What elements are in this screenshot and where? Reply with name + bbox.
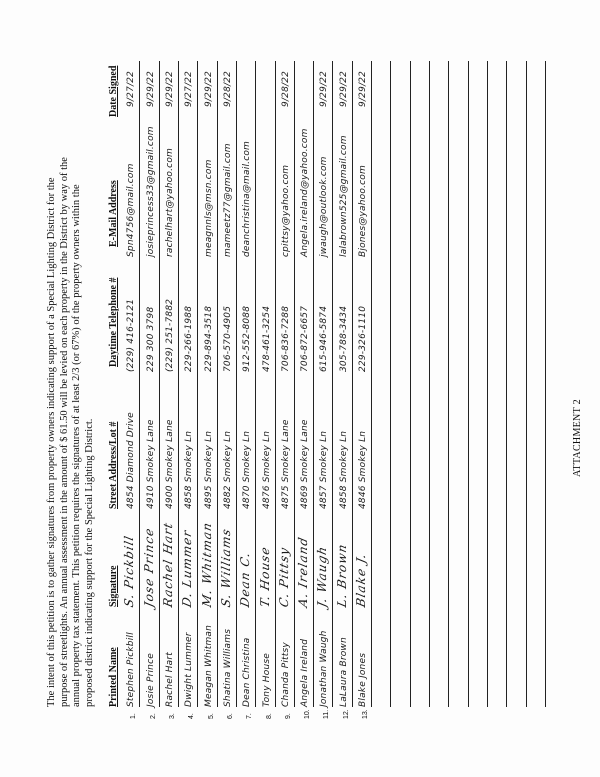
table-row: [178, 61, 198, 719]
cell-signature: Jose Prince: [141, 526, 156, 609]
cell-signature: C. Pittsy: [276, 545, 291, 609]
cell-phone: 229-326-1110: [358, 305, 369, 372]
row-number: 10.: [304, 709, 312, 719]
cell-address: 4858 Smokey Ln: [184, 430, 195, 509]
cell-signature: A. Ireland: [296, 535, 311, 609]
cell-signature: M. Whitman: [199, 520, 214, 609]
row-number: 9.: [284, 713, 292, 719]
cell-signature: T. House: [257, 544, 272, 609]
cell-name: Tony House: [261, 653, 272, 707]
cell-address: 4857 Smokey Ln: [319, 430, 330, 509]
table-row: [275, 61, 295, 719]
cell-name: LaLaura Brown: [338, 637, 349, 707]
cell-address: 4875 Smokey Lane: [280, 419, 291, 509]
header-date-signed: Date Signed: [108, 65, 119, 117]
cell-address: 4846 Smokey Ln: [358, 430, 369, 509]
table-row: [448, 61, 468, 707]
cell-email: lalabrown525@gmail.com: [338, 135, 349, 257]
cell-address: 4882 Smokey Ln: [222, 430, 233, 509]
cell-phone: 478-461-3254: [261, 305, 272, 372]
cell-signature: S. Williams: [218, 526, 233, 609]
row-number: 13.: [362, 709, 370, 719]
cell-signature: J. Waugh: [315, 544, 330, 609]
table-row: [526, 61, 546, 707]
cell-name: Josie Prince: [145, 653, 156, 707]
cell-name: Shatina Williams: [222, 628, 233, 707]
row-number: 8.: [265, 713, 273, 719]
table-row: [487, 61, 507, 707]
header-street-address: Street Address/Lot #: [108, 421, 119, 509]
cell-email: cpittsy@yahoo.com: [280, 164, 291, 257]
table-row: [255, 61, 275, 719]
cell-date: 9/29/22: [164, 70, 175, 107]
cell-date: 9/27/22: [126, 70, 137, 107]
cell-email: Bjones@yahoo.com: [358, 165, 369, 257]
table-row: [429, 61, 449, 707]
cell-name: Dwight Lummer: [184, 632, 195, 707]
table-row: [333, 61, 353, 719]
row-number: 11.: [323, 709, 331, 719]
cell-signature: Rachel Hart: [160, 520, 175, 609]
cell-phone: (229) 251-7882: [164, 298, 175, 372]
cell-phone: 305-788-3434: [338, 305, 349, 372]
cell-phone: 912-552-8088: [242, 305, 253, 372]
cell-date: 9/29/22: [338, 70, 349, 107]
cell-signature: L. Brown: [334, 542, 349, 609]
table-row: [294, 61, 314, 719]
cell-email: mameetz77@gmail.com: [222, 143, 233, 257]
header-signature: Signature: [108, 565, 119, 607]
cell-name: Dean Christina: [242, 637, 253, 707]
cell-date: 9/28/22: [222, 70, 233, 107]
row-number: 6.: [226, 713, 234, 719]
cell-address: 4870 Smokey Ln: [242, 430, 253, 509]
cell-phone: 229-894-3518: [203, 305, 214, 372]
cell-name: Blake Jones: [358, 652, 369, 707]
cell-address: 4895 Smokey Ln: [203, 430, 214, 509]
cell-date: 9/27/22: [184, 70, 195, 107]
row-number: 7.: [246, 713, 254, 719]
cell-email: rachelhart@yahoo.com: [164, 148, 175, 257]
table-row: [390, 61, 410, 707]
cell-address: 4858 Smokey Ln: [338, 430, 349, 509]
table-row: [506, 61, 526, 707]
header-printed-name: Printed Name: [108, 647, 119, 707]
cell-date: 9/29/22: [319, 70, 330, 107]
row-number: 1.: [130, 713, 138, 719]
cell-date: 9/29/22: [203, 70, 214, 107]
petition-intro: [46, 147, 96, 707]
cell-email: jwaugh@outlook.com: [319, 156, 330, 257]
cell-address: 4910 Smokey Lane: [145, 419, 156, 509]
cell-address: 4854 Diamond Drive: [126, 412, 137, 509]
table-row: [313, 61, 333, 719]
row-number: 2.: [149, 713, 157, 719]
cell-email: meagnnls@msn.com: [203, 159, 214, 257]
cell-name: Angela Ireland: [300, 638, 311, 707]
cell-date: 9/29/22: [358, 70, 369, 107]
row-number: 5.: [207, 713, 215, 719]
table-row: [217, 61, 237, 719]
attachment-label: ATTACHMENT 2: [572, 399, 583, 477]
row-number: 12.: [342, 709, 350, 719]
intro-text: The intent of this petition is to gather signatures from property owners indicating support of a Special Lighting District for the purpose of streetlights. An annual assessment in the amount of $ 61.50 will be levied on each property in the District by way of the annual property tax statement. This petition requires the signatures of at least 2/3 (or 67%) of the property owners within the proposed district indicating support for the Special Lighting District.: [46, 157, 95, 707]
cell-email: Angela.ireland@yahoo.com: [300, 128, 311, 257]
table-row: [410, 61, 430, 707]
cell-phone: 706-872-6657: [300, 305, 311, 372]
cell-phone: 706-570-4905: [222, 305, 233, 372]
cell-phone: 229-266-1988: [184, 305, 195, 372]
cell-phone: (229) 416-2121: [126, 298, 137, 372]
table-row: [139, 61, 159, 719]
header-phone: Daytime Telephone #: [108, 277, 119, 367]
cell-signature: D. Lummer: [180, 528, 195, 609]
cell-name: Jonathan Waugh: [319, 630, 330, 707]
cell-phone: 229 300 3798: [145, 306, 156, 372]
row-number: 3.: [168, 713, 176, 719]
table-row: [120, 61, 140, 719]
cell-address: 4869 Smokey Lane: [300, 419, 311, 509]
table-row: [371, 61, 391, 707]
table-row: [236, 61, 256, 719]
cell-name: Rachel Hart: [164, 651, 175, 707]
cell-date: 9/28/22: [280, 70, 291, 107]
cell-email: deanchristina@mail.com: [242, 140, 253, 257]
cell-name: Stephen Pickbill: [126, 632, 137, 707]
cell-address: 4900 Smokey Lane: [164, 419, 175, 509]
cell-email: Spn4756@mail.com: [126, 163, 137, 257]
table-row: [197, 61, 217, 719]
cell-phone: 615-946-5874: [319, 305, 330, 372]
table-row: [352, 61, 372, 719]
table-row: [468, 61, 488, 707]
cell-name: Chanda Pittsy: [280, 642, 291, 707]
cell-phone: 706-836-7288: [280, 305, 291, 372]
header-email: E-Mail Address: [108, 180, 119, 247]
cell-signature: S. Pickbill: [122, 533, 137, 609]
cell-signature: Blake J.: [354, 551, 369, 609]
cell-signature: Dean C.: [238, 550, 253, 609]
cell-address: 4876 Smokey Ln: [261, 430, 272, 509]
row-number: 4.: [188, 713, 196, 719]
cell-email: josieprincess33@gmail.com: [145, 126, 156, 257]
table-row: [159, 61, 179, 719]
cell-date: 9/29/22: [145, 70, 156, 107]
cell-name: Meagan Whitman: [203, 624, 214, 707]
